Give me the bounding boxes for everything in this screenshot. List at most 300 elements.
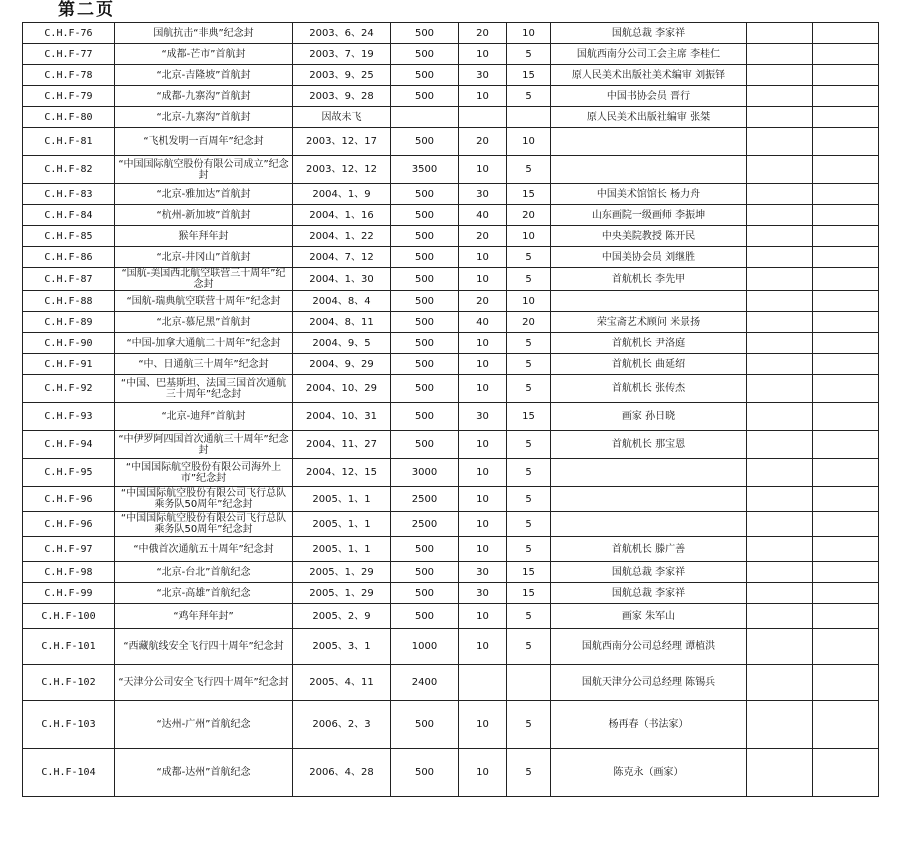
cell-empty [813,156,879,184]
cell-date: 2005、1、1 [293,512,391,537]
cell-signer: 首航机长 滕广善 [551,537,747,562]
cell-signer [551,291,747,312]
cell-date: 2004、8、4 [293,291,391,312]
cell-signer: 陈克永（画家） [551,749,747,797]
cell-col5: 10 [459,44,507,65]
cell-col5: 10 [459,749,507,797]
table-row [23,629,879,665]
cell-date: 2004、7、12 [293,247,391,268]
cell-date: 2004、9、5 [293,333,391,354]
cell-signer: 首航机长 那宝恩 [551,431,747,459]
cell-empty [747,44,813,65]
cell-signer: 首航机长 尹洛庭 [551,333,747,354]
cell-name: “成都-达州”首航纪念 [115,749,293,797]
table-row [23,375,879,403]
cell-signer: 原人民美术出版社编审 张桀 [551,107,747,128]
cell-signer: 国航西南分公司工会主席 李桂仁 [551,44,747,65]
table-row [23,459,879,487]
cell-date: 2006、2、3 [293,701,391,749]
cell-empty [747,512,813,537]
cell-empty [813,291,879,312]
cell-col5: 10 [459,268,507,291]
cell-qty: 500 [391,562,459,583]
cell-code: C.H.F-76 [23,23,115,44]
cell-col5: 10 [459,487,507,512]
cell-col6: 5 [507,749,551,797]
table-row [23,604,879,629]
cell-date: 2005、1、1 [293,487,391,512]
cell-signer: 画家 孙日晓 [551,403,747,431]
cell-qty: 3500 [391,156,459,184]
table-row [23,291,879,312]
cell-date: 2003、7、19 [293,44,391,65]
cell-qty: 500 [391,604,459,629]
cell-code: C.H.F-88 [23,291,115,312]
table-row [23,312,879,333]
cell-empty [813,247,879,268]
table-row [23,512,879,537]
cell-name: “中国国际航空股份有限公司成立”纪念封 [115,156,293,184]
page-title: 第二页 [58,0,115,20]
cell-date: 2004、10、31 [293,403,391,431]
table-row [23,749,879,797]
cell-code: C.H.F-84 [23,205,115,226]
cell-name: 国航抗击“非典”纪念封 [115,23,293,44]
cell-empty [747,562,813,583]
cell-empty [813,184,879,205]
table-row [23,247,879,268]
cell-empty [813,312,879,333]
cell-name: “北京-迪拜”首航封 [115,403,293,431]
cell-col6: 15 [507,562,551,583]
cell-code: C.H.F-102 [23,665,115,701]
cell-date: 2004、1、22 [293,226,391,247]
cell-empty [813,431,879,459]
cell-name: “中俄首次通航五十周年”纪念封 [115,537,293,562]
cell-signer: 国航西南分公司总经理 谭植洪 [551,629,747,665]
cell-col5: 10 [459,701,507,749]
table-row [23,107,879,128]
cell-empty [747,86,813,107]
cell-qty: 500 [391,226,459,247]
cell-col5: 20 [459,226,507,247]
cell-empty [813,604,879,629]
cell-name: “成都-芒市”首航封 [115,44,293,65]
cell-col5: 40 [459,312,507,333]
cell-empty [747,537,813,562]
cell-empty [813,512,879,537]
cell-col5: 10 [459,459,507,487]
cell-date: 2005、1、1 [293,537,391,562]
cell-date: 2004、9、29 [293,354,391,375]
cell-empty [747,23,813,44]
cell-date: 2005、2、9 [293,604,391,629]
cell-col6: 5 [507,459,551,487]
cell-date: 2003、6、24 [293,23,391,44]
cell-code: C.H.F-100 [23,604,115,629]
table-row [23,86,879,107]
cell-empty [747,583,813,604]
cell-name: “杭州-新加坡”首航封 [115,205,293,226]
cell-code: C.H.F-98 [23,562,115,583]
cell-empty [813,665,879,701]
cell-name: “西藏航线安全飞行四十周年”纪念封 [115,629,293,665]
cell-empty [747,65,813,86]
table-row [23,333,879,354]
table-body [23,23,879,797]
cell-empty [813,333,879,354]
cell-code: C.H.F-95 [23,459,115,487]
cell-name: “北京-吉隆坡”首航封 [115,65,293,86]
cell-col5 [459,107,507,128]
cell-name: “天津分公司安全飞行四十周年”纪念封 [115,665,293,701]
cell-signer: 山东画院一级画师 李振坤 [551,205,747,226]
cell-name: “中国-加拿大通航二十周年”纪念封 [115,333,293,354]
cell-col5: 30 [459,562,507,583]
table-row [23,268,879,291]
cell-empty [747,431,813,459]
cell-qty: 500 [391,403,459,431]
table-row [23,65,879,86]
cell-col6 [507,665,551,701]
cell-col6: 5 [507,156,551,184]
cell-code: C.H.F-80 [23,107,115,128]
cell-signer: 首航机长 张传杰 [551,375,747,403]
table-row [23,701,879,749]
cell-col6: 5 [507,247,551,268]
cell-empty [813,375,879,403]
cell-qty: 500 [391,701,459,749]
cell-code: C.H.F-104 [23,749,115,797]
cell-name: “北京-高雄”首航纪念 [115,583,293,604]
cell-date: 2005、1、29 [293,562,391,583]
cell-empty [747,333,813,354]
cell-qty: 500 [391,86,459,107]
cell-signer: 国航总裁 李家祥 [551,23,747,44]
table-row [23,487,879,512]
cell-code: C.H.F-103 [23,701,115,749]
cell-qty: 500 [391,583,459,604]
cell-col5: 10 [459,512,507,537]
cell-code: C.H.F-97 [23,537,115,562]
cell-name: 猴年拜年封 [115,226,293,247]
table-row [23,205,879,226]
cell-signer: 首航机长 曲延绍 [551,354,747,375]
cell-qty: 500 [391,44,459,65]
cell-qty: 500 [391,354,459,375]
cell-date: 2004、10、29 [293,375,391,403]
cell-col6: 5 [507,512,551,537]
cell-name: “国航-瑞典航空联营十周年”纪念封 [115,291,293,312]
cell-empty [747,354,813,375]
cell-name: “北京-慕尼黑”首航封 [115,312,293,333]
cell-code: C.H.F-83 [23,184,115,205]
cell-code: C.H.F-77 [23,44,115,65]
cell-qty: 2500 [391,512,459,537]
cell-empty [747,156,813,184]
cell-signer: 中国美协会员 刘继胜 [551,247,747,268]
cell-col5: 20 [459,128,507,156]
cell-name: “鸡年拜年封” [115,604,293,629]
cell-qty: 500 [391,537,459,562]
cell-signer: 国航总裁 李家祥 [551,562,747,583]
cell-empty [813,487,879,512]
cell-col6: 5 [507,537,551,562]
cell-signer: 荣宝斋艺术顾问 米景扬 [551,312,747,333]
cell-name: “北京-井冈山”首航封 [115,247,293,268]
cell-code: C.H.F-79 [23,86,115,107]
table-row [23,537,879,562]
cell-name: “北京-九寨沟”首航封 [115,107,293,128]
cell-code: C.H.F-91 [23,354,115,375]
cell-qty: 1000 [391,629,459,665]
cell-col5: 10 [459,431,507,459]
cell-date: 2004、1、30 [293,268,391,291]
cell-qty: 500 [391,749,459,797]
cell-col5: 30 [459,583,507,604]
cell-signer [551,156,747,184]
cell-qty: 500 [391,333,459,354]
cell-signer [551,512,747,537]
cell-col6: 5 [507,487,551,512]
cell-name: “飞机发明一百周年”纪念封 [115,128,293,156]
cell-qty: 500 [391,23,459,44]
cell-col5: 10 [459,333,507,354]
cell-signer: 画家 朱军山 [551,604,747,629]
cell-code: C.H.F-93 [23,403,115,431]
cell-col6: 10 [507,128,551,156]
cell-qty: 3000 [391,459,459,487]
cell-col5: 30 [459,403,507,431]
cell-qty: 500 [391,375,459,403]
cell-col5: 10 [459,156,507,184]
cell-col6: 10 [507,226,551,247]
cell-empty [747,701,813,749]
cell-qty: 500 [391,184,459,205]
cell-empty [747,749,813,797]
cell-signer [551,128,747,156]
cell-empty [813,749,879,797]
cell-code: C.H.F-92 [23,375,115,403]
cell-col6: 5 [507,86,551,107]
cell-empty [813,354,879,375]
table-row [23,562,879,583]
cell-col5: 20 [459,23,507,44]
cell-signer: 国航总裁 李家祥 [551,583,747,604]
cell-col5: 10 [459,629,507,665]
cell-date: 因故未飞 [293,107,391,128]
cell-code: C.H.F-82 [23,156,115,184]
cell-date: 2003、9、28 [293,86,391,107]
cell-empty [813,537,879,562]
table-row [23,583,879,604]
table-row [23,44,879,65]
cell-date: 2005、1、29 [293,583,391,604]
cell-date: 2004、1、9 [293,184,391,205]
cell-col5: 10 [459,375,507,403]
cell-name: “中国国际航空股份有限公司飞行总队乘务队50周年”纪念封 [115,512,293,537]
cell-empty [813,86,879,107]
cell-empty [813,629,879,665]
cell-date: 2005、3、1 [293,629,391,665]
cell-signer: 杨再春（书法家） [551,701,747,749]
cell-col6: 5 [507,701,551,749]
cell-qty: 500 [391,247,459,268]
cell-col5: 10 [459,604,507,629]
cell-empty [747,629,813,665]
cell-col6: 5 [507,268,551,291]
cell-empty [813,562,879,583]
cell-name: “中国国际航空股份有限公司飞行总队乘务队50周年”纪念封 [115,487,293,512]
cell-empty [747,604,813,629]
cell-empty [813,65,879,86]
cell-signer [551,487,747,512]
cell-date: 2004、12、15 [293,459,391,487]
cell-empty [747,247,813,268]
cell-col5: 30 [459,65,507,86]
cell-qty: 500 [391,205,459,226]
cell-empty [813,44,879,65]
cell-code: C.H.F-94 [23,431,115,459]
cell-empty [747,665,813,701]
cell-col5: 10 [459,537,507,562]
cell-empty [747,291,813,312]
cell-name: “达州-广州”首航纪念 [115,701,293,749]
cell-empty [747,184,813,205]
cell-date: 2005、4、11 [293,665,391,701]
cell-date: 2006、4、28 [293,749,391,797]
cell-empty [747,226,813,247]
cell-qty: 2500 [391,487,459,512]
cell-empty [813,268,879,291]
cell-empty [813,459,879,487]
cover-catalog-table [22,22,879,797]
cell-empty [747,107,813,128]
cell-signer: 中国美术馆馆长 杨力舟 [551,184,747,205]
cell-empty [813,226,879,247]
cell-col6: 15 [507,403,551,431]
cell-empty [747,268,813,291]
cell-empty [747,205,813,226]
cell-signer: 国航天津分公司总经理 陈锡兵 [551,665,747,701]
cell-code: C.H.F-99 [23,583,115,604]
cell-date: 2004、8、11 [293,312,391,333]
cell-name: “成都-九寨沟”首航封 [115,86,293,107]
cell-col6: 5 [507,431,551,459]
cell-code: C.H.F-96 [23,512,115,537]
cell-name: “国航-美国西北航空联营三十周年”纪念封 [115,268,293,291]
cell-empty [813,583,879,604]
cell-date: 2004、11、27 [293,431,391,459]
cell-qty: 500 [391,291,459,312]
cell-signer: 中国书协会员 晋行 [551,86,747,107]
table-row [23,128,879,156]
cell-name: “中、日通航三十周年”纪念封 [115,354,293,375]
table-row [23,156,879,184]
table-row [23,403,879,431]
cell-name: “北京-台北”首航纪念 [115,562,293,583]
cell-empty [813,403,879,431]
cell-col6: 5 [507,354,551,375]
cell-signer: 原人民美术出版社美术编审 刘振铎 [551,65,747,86]
table-row [23,665,879,701]
cell-col5: 10 [459,247,507,268]
cell-col6: 5 [507,629,551,665]
cell-col6: 5 [507,44,551,65]
cell-code: C.H.F-96 [23,487,115,512]
table-row [23,354,879,375]
cell-qty: 2400 [391,665,459,701]
cell-qty [391,107,459,128]
cell-col6: 10 [507,23,551,44]
cell-col5: 40 [459,205,507,226]
cell-code: C.H.F-101 [23,629,115,665]
cell-name: “北京-雅加达”首航封 [115,184,293,205]
cell-empty [747,312,813,333]
cell-code: C.H.F-78 [23,65,115,86]
cell-code: C.H.F-90 [23,333,115,354]
cell-empty [747,403,813,431]
cell-col6: 15 [507,65,551,86]
table-row [23,226,879,247]
cell-qty: 500 [391,128,459,156]
table-row [23,431,879,459]
cell-col6: 10 [507,291,551,312]
cell-code: C.H.F-87 [23,268,115,291]
cell-col5: 10 [459,86,507,107]
cell-qty: 500 [391,65,459,86]
cell-col5: 10 [459,354,507,375]
cell-empty [813,23,879,44]
cell-date: 2003、12、12 [293,156,391,184]
cell-date: 2003、9、25 [293,65,391,86]
cell-code: C.H.F-85 [23,226,115,247]
cell-signer: 首航机长 李先甲 [551,268,747,291]
cell-col6: 15 [507,583,551,604]
cell-qty: 500 [391,312,459,333]
cell-name: “中伊罗阿四国首次通航三十周年”纪念封 [115,431,293,459]
cell-qty: 500 [391,268,459,291]
cell-col5: 20 [459,291,507,312]
cell-empty [813,128,879,156]
cell-signer: 中央美院教授 陈开民 [551,226,747,247]
cell-empty [747,375,813,403]
cell-col6: 5 [507,375,551,403]
cell-name: “中国、巴基斯坦、法国三国首次通航三十周年”纪念封 [115,375,293,403]
cell-col6: 20 [507,312,551,333]
cell-name: “中国国际航空股份有限公司海外上市”纪念封 [115,459,293,487]
cell-empty [813,107,879,128]
cell-signer [551,459,747,487]
cell-empty [813,701,879,749]
cell-col6 [507,107,551,128]
cell-col5: 30 [459,184,507,205]
table-row [23,184,879,205]
cell-col6: 20 [507,205,551,226]
cell-date: 2003、12、17 [293,128,391,156]
cell-empty [747,459,813,487]
cell-col5 [459,665,507,701]
table-row [23,23,879,44]
cell-qty: 500 [391,431,459,459]
cell-empty [747,128,813,156]
cell-empty [747,487,813,512]
cell-code: C.H.F-89 [23,312,115,333]
cell-date: 2004、1、16 [293,205,391,226]
cell-col6: 5 [507,333,551,354]
cell-code: C.H.F-86 [23,247,115,268]
cell-code: C.H.F-81 [23,128,115,156]
